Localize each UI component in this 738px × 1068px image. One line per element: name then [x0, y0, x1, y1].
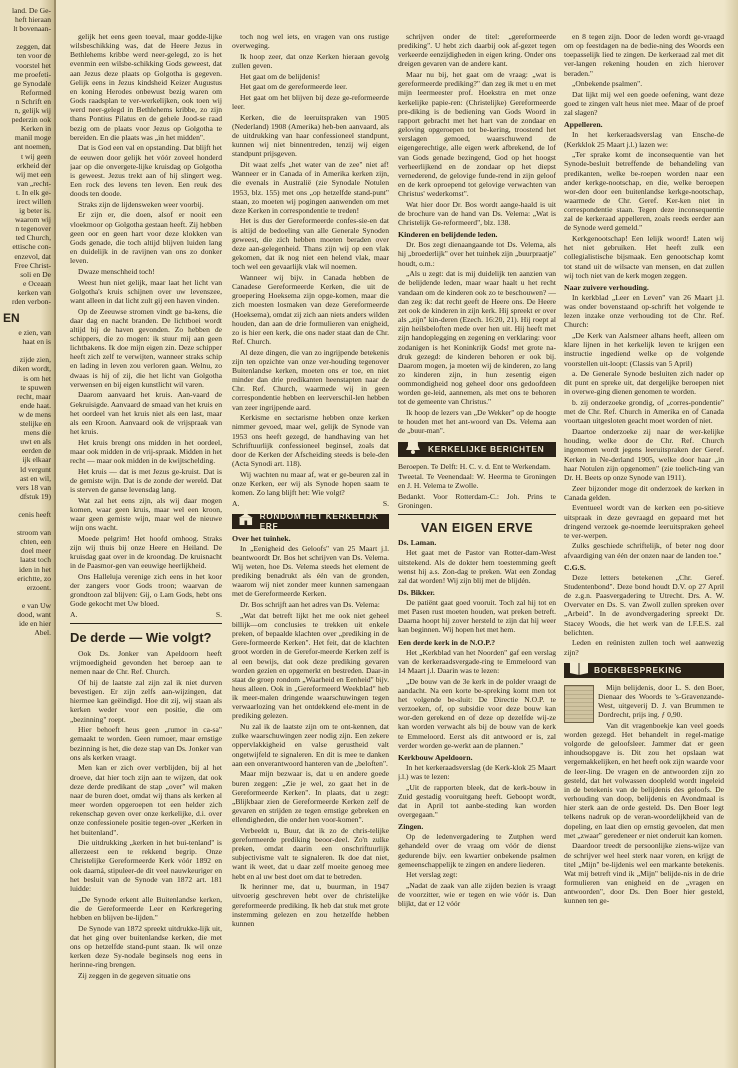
paragraph: Weest hun niet gelijk, maar laat het licht van Golgotha's kruis schijnen over uw levenszee, want alleen in dat licht zult gij een haven vinden. [70, 277, 222, 305]
paragraph: Dat is God een val en opstanding. Dat blijft het de eeuwen door gelijk het vóór zoveel honderd jaar op die onvergete-lijke kruisdag op Golgotha is geweest. Jezus trekt aan of hij slingert weg. Een rock des levens ten leven. Een reuk des doods ten doode. [70, 143, 222, 199]
paragraph: Op de ledenvergadering te Zutphen werd gehandeld over de vraag om vóór de dienst gedurende bijv. een kwartier onbekende psalmen gemeenschappelijk te zingen en andere liederen. [398, 832, 556, 869]
text-block [398, 648, 556, 750]
subheading: Kerkbouw Apeldoorn. [398, 752, 473, 762]
banner-label: KERKELIJKE BERICHTEN [428, 444, 545, 455]
gutter-line: ijk elkaar [22, 455, 51, 465]
subheading: Appelleren. [564, 120, 603, 130]
paragraph: Zeer bijzonder moge dit onderzoek de kerken in Canada gelden. [564, 483, 724, 502]
gutter-line: manil moge [14, 133, 51, 143]
text-block [398, 548, 556, 585]
section-title-eigen-erve: VAN EIGEN ERVE [420, 521, 534, 536]
gutter-line: zeggen, dat [16, 42, 51, 52]
paragraph: „Als u zegt: dat is mij duidelijk ten aanzien van de belijdende leden, maar waar haalt u het recht vandaan om de kinderen ook zo te beschouwen? — dan zeg ik: dat recht geeft de Heere ons. De Heere zet ook de kinderen in zijn kerk. Hij spreekt er over als „zijn" kin-deren (Ezech. 16:20, 21). Hij roept al zijn heilsbeloften mede over hen uit. Hij heeft met zijn handoplegging en zegening en verklaring: voor zodanigen is het Koninkrijk Gods! met grote na-druk gezegd: de kinderen behoren er ook bij. Daarom mogen, ja moeten wij de kinderen, zo lang zo kinderen zijn, in hun zesentig eigen oommondigheid nog geheel door ons gedoofdeen worden ge-leid, aannemen, als met ons te behoren tot de gemeente van Christus." [398, 269, 556, 407]
gutter-line: ig beter is. [19, 206, 51, 216]
paragraph: Het verslag zegt: [406, 870, 458, 880]
paragraph: Verbeeldt u, Buur, dat ik zo de chris-telijke gereformeerde prediking beoor-deel. Zo'n zulke preken, omdat daarin een onschriftuurlijk subjectivisme valt te signaleren. Ik doe dat niet, want ik weet, dat u daar zelf moeite genoeg mee hebt en al uw best doet om dat te betreden. [232, 825, 389, 881]
gutter-line: doel meer [20, 546, 51, 556]
paragraph: „Wat dat betreft lijkt het me ook niet geheel billijk—om conclusies te trekken uit enkele preken, of bepaalde klachten over „prediking in de Gere-formeerde Kerken". Het feit, dat de klachten groot worden in de Gerefor-meerde Kerken zelf is al een bewijs, dat ook deze prediking gevaren worden gezien en opgemerkt en bestreden. Daar-in staat de groep rondom „Waarheid en Eenheid" bijv. heus alleen. Ook in „Gereformeerd Weekblad" heb ik meer-malen dringende waarschuwingen tegen verwaarlozing van het ontdekkend ele-ment in de prediking gelezen. [232, 610, 389, 721]
gutter-line: n tegenover [15, 224, 51, 234]
gutter-line [0, 346, 54, 355]
column-3 [398, 32, 556, 1054]
book-cover-image [564, 685, 594, 723]
paragraph: Het gaat om het blijven bij deze ge-reformeerde leer. [232, 92, 389, 112]
paragraph: Daardoor treedt de persoonlijke ziens-wijze van de schrijver wel heel sterk naar voren, en krijgt de titel „Mijn" be-lijdenis wel een markante betekenis. Wat mij betreft vind ik „Mijn" belijde-nis in de drie formulieren van enigheid en de „vragen en antwoorden", door Ds. Den Boer hier gesteld, kunnen ten ge- [564, 841, 724, 906]
gutter-line: voorstel het [15, 60, 51, 70]
paragraph: Het „Kerkblad van het Noorden" gaf een verslag van de kerkeraadsvergade-ring te Emmeloord van 14 Maart j.l. Daarin was te lezen: [398, 647, 556, 675]
gutter-line: van „recht- [17, 178, 51, 188]
paragraph: Men kan er zich over verblijden, bij al het droeve, dat hier toch zijn aan te wijzen, dat ook deze derde predikant de stap „over" wil maken naar de buren doet, omdat wij thans als kerken al meer worden opgeroepen tot een helder zich rekenschap geven over onze kerkelijke, d.i. over onze confessionele positie tegen-over „Kerken in het buitenland". [70, 763, 222, 837]
paragraph: Mijn belijdenis, door L. S. den Boer, Dienaar des Woords te 's-Gravenzande-West, uitgeverij D. J. van Brummen te Dordrecht, prijs ing. ƒ 0,90. [598, 682, 724, 720]
paragraph: Ons Halleluja verenige zich eens in het koor der zangers voor Gods troon; waarvan de grondtoon zal blijven: Gij, o Lam Gods, hebt ons Gode gekocht met Uw bloed. [70, 571, 222, 609]
gutter-heading: EN [3, 311, 20, 326]
paragraph: „De Synode erkent alle Buitenlandse kerken, die de Gereformeerde Leer en Kerkregering hebben en blijven be-lijden." [70, 894, 222, 922]
paragraph: Beroepen. Te Delft: H. C. v. d. Ent te Werkendam. [398, 461, 551, 471]
signature-left: A. [70, 610, 78, 620]
gutter-line: te spuwen [20, 382, 51, 392]
paragraph: Maar nu bij, het gaat om de vraag: „wat is gereformeerde prediking?" dan zeg ik met u en met mijn leermeester prof. Hoekstra en met onze kerkelijke papie-ren: (Christelijke) Gereformeerde pre-diking is de bediening van Gods Woord in rapport gebracht met het hart van de zondaar en geloving opgeroepen tot be-kering, troostend het verslagen gemoed, waarschuwend de eigengerechtige, alle eigen werk afbrekend, de lof van Gods genade bezingend, God op het hoogst verheerlijkend en de zondaar op het diepst vernederend, de gelovige funde-rend in zijn geloof en de kerk oproepend tot gelovige verwachten van Christus' wederkomst". [398, 70, 556, 199]
gutter-line: heft hieraan [14, 15, 51, 25]
paragraph: Nu zal ik de laatste zijn om te ont-kennen, dat zulke waarschuwingen zeer nodig zijn. Een zekere oppervlakkigheid en valse gerustheid valt ongetwijfeld te signaleren. En dit is mee te danken aan een onverantwoord hanteren van de „beloften". [232, 722, 389, 768]
gutter-line: zijde zien, [19, 355, 51, 365]
text-block [398, 598, 556, 635]
gutter-text-top [0, 6, 54, 306]
banner-label: BOEKBESPREKING [594, 665, 682, 676]
gutter-line: chten, een [20, 537, 51, 547]
gutter-line: ten voor de [16, 51, 51, 61]
gutter-line: haat en is [22, 337, 51, 347]
subheading: Zingen. [398, 822, 424, 832]
paragraph: Ik herinner me, dat u, buurman, in 1947 uitvoerig geschreven hebt over de christelijke gereformeerde prediking. Ik heb dat stuk met grote instemming gelezen en zou hetzelfde hebben kunnen [232, 882, 389, 928]
subheading: Kinderen en belijdende leden. [398, 230, 498, 240]
article-continuation [398, 32, 556, 227]
paragraph: gelijk het eens geen toeval, maar godde-lijke wilsbeschikking was, dat de Heere Jezus in Bethlehems kribbe werd neer-gelegd, zo is het evenmin een wilsbe-schikking Gods geweest, dat aan Jezus deze plaats op Golgotha is gegeven. Gelijk eens in Jezus kindsheid Keizer Augustus en koning Herodes onbewust bezig waren om Gods raadsplan te ver-werkelijken, ook toen wij werd neer-gelegd in Bethlehems kribbe, zo zijn thans Pontius Pilatus en de gehele Jood-se raad bezig om de plaats voor Jezus op Golgotha te bereiden. En die plaats was „in het midden". [70, 32, 222, 142]
gutter-line [0, 592, 54, 601]
banner-label: RONDOM HET KERKELIJK ERF [259, 511, 379, 532]
section-banner-kerkelijk-erf [232, 511, 389, 532]
text-block [564, 130, 724, 280]
paragraph: Of hij de laatste zal zijn zal ik niet durven bevestigen. Er zijn zelfs aan-wijzingen, dat hiermee kan geëindigd. Hoe dit zij, wij staan als kerken weder voor een positie, die om „bezinning" roept. [70, 678, 222, 724]
gutter-line: stelijke en [20, 419, 51, 429]
paragraph: De patiënt gaat goed vooruit. Toch zal hij tot en met Pasen rust moeten houden, wat preken betreft. Daarna hoopt hij zover hersteld te zijn dat hij weer kan beginnen. Wij hopen het met hem. [398, 597, 556, 635]
gutter-line: soli en De [20, 269, 51, 279]
gutter-line: e Oceaan [22, 278, 51, 288]
section-banner-boekbespreking [564, 663, 724, 678]
gutter-line: stroom van [17, 528, 51, 538]
paragraph: „Uit de rapporten bleek, dat de kerk-bouw in Zuid gestadig vooruitgang heeft. Geboopt wordt, dat in April tot aanbe-steding kan worden overgegaan." [398, 782, 556, 820]
bell-icon [402, 434, 424, 456]
paragraph: Het gaat om de belijdenis! [240, 71, 321, 81]
gutter-line: e van Uw [21, 600, 51, 610]
paragraph: toch nog wel iets, en vragen van ons rustige overweging. [232, 32, 389, 51]
paragraph: Het kruis — dat is met Jezus ge-kruist. Dat is de gemiste wijn. Dat is de zonde der wereld. Dat is sterven de ganse levensdag lang. [70, 466, 222, 494]
article-title-de-derde: De derde — Wie volgt? [70, 630, 212, 646]
paragraph: Daartoe onderzoeke zij naar de wer-kelijke houding, welke door de Chr. Ref. Church ingenomen wordt jegens leeruitspraken der Geref. Kerken in Ne-derland 1905, welke door haar „in haar Notulen zijn opgenomen" (zie toelich-ting van Dr. H. Beets op onze Synode van 1911). [564, 427, 724, 482]
paragraph: Ik hoop de lezers van „De Wekker" op de hoogte te houden met het ant-woord van Ds. Velema aan de „buur-man". [398, 408, 556, 436]
paragraph: Ik hoop zeer, dat onze Kerken hieraan gevolg zullen geven. [232, 51, 389, 70]
gutter-line: Abel. [34, 628, 51, 638]
paragraph: Kerkgenootschap! Een lelijk woord! Laten wij het niet gebruiken. Het heeft zulk een collegialistische bijsmaak. Een genootschap komt tot stand uit de wilsacte van mensen, en dat zullen wij toch niet van de kerk mogen zeggen. [564, 234, 724, 280]
gutter-line: diken wordt, [12, 364, 51, 374]
paragraph: In kerkblad „Leer en Leven" van 26 Maart j.l. was onder bovenstaand op-schrift het volgende te lezen inzake onze verhouding tot de Chr. Ref. Church: [564, 292, 724, 330]
gutter-line [0, 519, 54, 528]
paragraph: Dr. Bos schrijft aan het adres van Ds. Velema: [240, 600, 380, 610]
paragraph: In het kerkeraadsverslag (de Kerk-klok 25 Maart j.l.) was te lezen: [398, 762, 556, 781]
paragraph: Dr. Bos zegt dienaangaande tot Ds. Velema, als hij „broederlijk" over het tuinhek zijn „buurpraatje" houdt, o.m.: [398, 240, 556, 268]
gutter-line [0, 501, 54, 510]
gutter-line: land. De Ge- [11, 6, 51, 15]
gutter-line: w de mens [18, 409, 51, 419]
signature [70, 610, 222, 619]
paragraph: Wanneer wij bijv. in Canada hebben de Canadese Gereformeerde Kerken, die uit de groepering Hoeksema zijn opge-komen, maar die zich moesten losmaken van deze Gereformeerde (Hoeksema), omdat zij zich aan niets anders wilden houden, dan aan de drie formulieren van enigheid, zo is hier een kerk, die ons nader staat dan de Chr. Ref. Church. [232, 272, 389, 346]
signature-right: S. [382, 498, 389, 508]
section-banner-berichten [398, 442, 556, 457]
paragraph: Die uitdrukking „kerken in het bui-tenland" is allerzeest een te rekkend begrip. Onze Christelijke Gereformeerde Kerk vóór 1892 en ook daarná, stipuleer-de dit veel nauwkeuriger en het besluit van de Synode van 1872 art. 181 luidde: [70, 838, 222, 893]
gutter-line: rden verbon- [11, 297, 51, 306]
gutter-line: wij met een [15, 169, 51, 179]
gutter-line: ast en wil, [19, 473, 51, 483]
paragraph: Kerkisme en sectarisme hebben onze kerken nimmer gevoed, maar wel, gelijk de Synode van 1953 ons heeft gezegd, de handhaving van het Schriftuurlijk confessioneel beginsel, zoals dat door de Kerken der Afscheiding steeds is bele-den (Acta Synodi art. 118). [232, 413, 389, 469]
book-icon [568, 655, 590, 677]
column-2 [232, 32, 389, 1054]
paragraph: Dit waat zelfs „het water van de zee" niet af! Wanneer er in Canada of in Amerika kerken zijn, die evenals in Australië (zie Synodale Notulen 1953, blz. 155) met ons „op hetzelfde stand-punt" staan, zo moeten wij pogingen aanwenden om met deze Kerken in correspondentie te treden! [232, 160, 389, 215]
paragraph: Zij zeggen in de gegeven situatie ons [78, 970, 191, 980]
subheading: Ds. Bikker. [398, 587, 435, 597]
gutter-line: ende haat. [20, 400, 51, 410]
gutter-line: n Schrift en [15, 96, 51, 106]
gutter-line: e zien, van [18, 328, 51, 338]
signature-left: A. [232, 498, 240, 508]
paragraph: Van dit vragenboekje kan veel goeds worden gezegd. Het behandelt in regel-matige volgorde de geloofsleer. Jammer dat er geen inhoudsopgave is. Dit zou het opslaan wat vergemakkelijken, en het heeft ook zijn waarde voor de leer-ling. De vragen en de antwoorden zijn zo gesteld, dat het volwassen doopleld wordt ingeleid in de betekenis van de belijdenis des geloofs. De verhouding van doop, belijdenis en Avondmaal is hier sterk aan de orde gesteld. Ds. Den Boer legt telkens nadruk op de veran-woordelijkheid van de dopeling, en laat dien op ernstig gevoelen, dat men met „zwaar" geredeneer er niet onderuit kan komen. [564, 720, 724, 840]
gutter-line: Free Christ- [14, 260, 51, 270]
paragraph: schrijven onder de titel: „gereformeerde prediking". U hebt zich daarbij ook af-gezet tegen verkeerde eenzijdigheden in eigen kring. Onder ons dreigen gevaren van de andere kant. [398, 32, 556, 69]
text-block [398, 832, 556, 908]
paragraph: Hier behoeft heus geen „rumor in ca-sa" gemaakt te worden. Geen rumoer, maar ernstige bezinning is het, die deze stap van Ds. Jonker van ons als kerken vraagt. [70, 725, 222, 762]
paragraph: „Onbekende psalmen". [572, 79, 643, 89]
subheading: Ds. Laman. [398, 538, 437, 548]
paragraph: Het is dus der Gereformeerde confes-sie-en dat is altijd de bedoeling van alle Generale Synoden geweest, die zich hebben moeten beraden over deze aan-gelegenheid. Thans zijn wij op een vlak gekomen, dat ik nog niet een helend vlak, maar toch wel een gevaarlijk vlak wil noemen. [232, 216, 389, 272]
paragraph: Het gaat om de gereformeerde leer. [240, 82, 348, 92]
divider [398, 514, 556, 515]
gutter-line: pederzin ook [11, 115, 51, 125]
column-1 [70, 32, 222, 1054]
gutter-line: me proefeti- [13, 69, 51, 79]
article-continuation [232, 32, 389, 497]
church-icon [236, 506, 256, 528]
text-block [398, 763, 556, 819]
paragraph: Het gaat met de Pastor van Rotter-dam-West uitstekend. Als de dokter hem toestemming geeft wenst hij a.s. Zon-dag te preken. Wat een Zondag zal dat worden! Wij zijn blij met de blijdén. [398, 548, 556, 585]
gutter-line: n, gelijk wij [14, 106, 51, 116]
paragraph: Eventueel wordt van de kerken een po-sitieve uitspraak in deze gevraagd en gepaard met het dringend verzoek ge-noemde leeruitspraken geheel te ver-werpen. [564, 503, 724, 540]
paragraph: Op de Zeeuwse stromen vindt ge ba-kens, die daar dag en nacht branden. De lichtboei wordt altijd bij de haven gevonden. Zo hebben de schippers, die zo mogen: ik stuur mij aan geen lichtbakens. Ik doe mijn eigen zin. Deze schipper heeft zich zelf te verwijten, wanneer straks schip en lading in leven zou verloren gaan. Welnu, zo dwaas is hij of zij, die het licht van Golgotha verwensen en bij eigen kunstlicht wil varen. [70, 306, 222, 389]
subheading: Een derde kerk in de N.O.P.? [398, 637, 496, 647]
paragraph: b. zij onderzoeke grondig, of „corres-pondentie" met de Chr. Ref. Church in Amerika en of Canada voortaan uitgesloten geacht moet worden of niet. [564, 398, 724, 426]
gutter-line: t. In elk ge- [15, 187, 51, 197]
text-block [564, 32, 724, 117]
gutter-line: dfstuk 19) [19, 491, 51, 501]
gutter-line: lt bovenaan- [13, 24, 51, 34]
paragraph: Wat hier door Dr. Bos wordt aange-haald is uit de brochure van de hand van Ds. Velema: „Wat is Christelijk Ge-reformeerd", blz. 138. [398, 199, 556, 228]
paragraph: Dat lijkt mij wel een goede oefening, want deze goed te zingen valt heus niet mee. Maar of de proef zal slagen? [564, 89, 724, 118]
paragraph: Kerken, die de leeruitspraken van 1905 (Nederland) 1908 (Amerika) heb-ben aanvaard, als de uitdrukking van haar confessioneel standpunt, kunnen wij niet binnentreden, tenzij wij eigen standpunt prijsgeven. [232, 112, 389, 159]
berichten-list [398, 462, 556, 511]
gutter-line: cenis heeft [18, 509, 51, 519]
gutter-text-bottom [0, 328, 54, 637]
article-de-derde-text [70, 649, 222, 980]
paragraph: „De bouw van de 3e kerk in de polder vraagt de aandacht. Na een korte be-spreking komt men tot het volgende be-sluit: De Directie N.O.P. te verzoeken, of, op subsidie voor deze bouw kan wor-den gerekend en of deze op dezelfde wij-ze kan worden verwacht als bij de bouw van de kerk te Emmeloord. Eerst als dit antwoord er is, zal verder worden ge-werkt aan de plannen." [398, 676, 556, 750]
gutter-line: mens die [23, 428, 51, 438]
left-page-edge [0, 0, 56, 1068]
gutter-line: erkheid der [16, 160, 51, 170]
subheading: Over het tuinhek. [232, 533, 291, 543]
paragraph: Het kruis brengt ons midden in het oordeel, maar ook midden in de vrij-spraak. Midden in het recht — maar ook midden in de kwijtschelding. [70, 437, 222, 466]
article-kinderen-text [398, 240, 556, 435]
gutter-line: ted Church, [15, 233, 51, 243]
paragraph: Wij wachten nu maar af, wat er ge-beuren zal in onze Kerken, eer wij als Synode hopen saam te komen. Zo lang blijft het: Wie volgt? [232, 469, 389, 497]
paragraph: Al deze dingen, die van zo ingrijpende betekenis zijn ten opzichte van onze ver-houding tegenover Buitenlandse kerken, moeten ons er toe, en niet minder dan drie predikanten heenstapten naar de Chr. Ref. Church, waarmede wij in geen correspondentie hebben en leerverschil-len hebben van zeer ingrijpende aard. [232, 347, 389, 412]
gutter-line: ld vergunt [20, 464, 51, 474]
gutter-line: ettische con- [12, 242, 51, 252]
paragraph: Deze letters betekenen „Chr. Geref. Studentenbond". Deze bond houdt D.V. op 27 April de z.g.n. Paasvergadering te Utrecht. Drs. A. W. Overvater en Ds. S. van Zwoll zullen spreken over „Arbeid". In de avondvergadering spreekt Dr. Stacey Woods, die het werk van de I.F.E.S. zal belichten. [564, 572, 724, 637]
gutter-line: enzevol, dat [14, 251, 51, 261]
paragraph: In het kerkeraadsverslag van Ensche-de (Kerkklok 25 Maart j.l.) lazen we: [564, 130, 724, 149]
paragraph: Daarom aanvaard het kruis. Aan-vaard de Gekruisigde. Aanvaard de smaad van het kruis en het oordeel van het kruis niet als een last, maar als een Kroon. Aanvaard ook de vrijspraak van het kruis. [70, 390, 222, 437]
gutter-line: ide en hier [18, 619, 51, 629]
column-4 [564, 32, 724, 1054]
gutter-line: erichtte, zo [17, 573, 51, 583]
gutter-line: vers 18 van [15, 482, 51, 492]
paragraph: Bedankt. Voor Rotterdam-C.: Joh. Prins te Groningen. [398, 492, 556, 511]
gutter-line: Kerken in [20, 124, 51, 134]
paragraph: „Ter sprake komt de inconsequentie van het Synode-besluit betreffende de behandeling van predikanten, welke be-roepen worden naar een ander kerkge-nootschap, en die, welke beroepen wor-den door een buitenlandse kerkge-nootschap, waarmede de Chr. Geref. Ker-ken niet in correspondentie staan. Tegen deze inconsequentie zal de kerkeraad appelleren, zoals reeds eerder aan de Synode werd gemeld." [564, 150, 724, 233]
gutter-line: t wij geen [21, 151, 51, 161]
gutter-line: ge Synodale [13, 78, 51, 88]
subheading: Naar zuivere verhouding. [564, 282, 649, 292]
gutter-line [0, 33, 54, 42]
paragraph: en 8 tegen zijn. Door de leden wordt ge-vraagd om op feestdagen na de bedie-ning des Woords een toepasselijk lied te zingen. De kerkeraad zal met dit ver-langen rekening houden en zich hierover beraden." [564, 32, 724, 78]
gutter-line: laatst toch [20, 555, 51, 565]
text-block [564, 573, 724, 657]
paragraph: Ook Ds. Jonker van Apeldoorn heeft vrijmoedigheid gevonden het beroep aan te nemen naar de Chr. Ref. Church. [70, 649, 222, 677]
paragraph: Moede pelgrim! Het hoofd omhoog. Straks zijn wij thuis bij onze Heere en Heiland. De kruisdag gaat over in de kroondag. De kruisnacht in de Paasmor-gen van eeuwige heerlijkheid. [70, 533, 222, 571]
signature-right: S. [215, 610, 222, 620]
gutter-line: uwt en als [20, 437, 51, 447]
paragraph: Dwaze menschheid toch! [78, 266, 155, 276]
paragraph: Zulks geschiede schriftelijk, of beter nog door afvaardiging van één der onzen naar de landen toe." [564, 541, 724, 560]
gutter-line: irect willen [16, 196, 51, 206]
gutter-line: is om het [23, 373, 51, 383]
paragraph: Straks zijn de lijdensweken weer voorbij. [78, 199, 204, 209]
subheading: C.G.S. [564, 562, 586, 572]
gutter-line: waarom wij [14, 215, 51, 225]
gutter-line: erzoent. [26, 582, 51, 592]
paragraph: „De Kerk van Aalsmeer alhans heeft, alleen om klare lijnen in het kerkelijk leven te krijgen een instructie ingediend welke op de volgende voorstellen uit-loopt: (Classis van 5 April) [564, 331, 724, 368]
paragraph: In „Eenigheid des Geloofs" van 25 Maart j.l. beantwoordt Dr. Bos het schrijven van Ds. Velema. Wij weten, hoe Ds. Velema steeds het element de prediking benadrukt als één van de gronden, waarom wij niet zonder meer kunnen samengaan met de Gereformeerde Kerken. [232, 543, 389, 599]
meditation-text [70, 32, 222, 609]
paragraph: „Nadat de zaak van alle zijden bezien is vraagt de voorzitter, wie er tegen en wie vóór is. Dan blijkt, dat er 12 vóór [398, 881, 556, 909]
article-tuinhek-text [232, 544, 389, 928]
gutter-line: eerden de [21, 446, 51, 456]
right-page-edge [724, 0, 738, 1068]
paragraph: a. De Generale Synode besluiten zich nader op dit punt en spreke uit, dat dergelijke beroepen niet in overwe-ging dienen genomen te worden. [564, 369, 724, 397]
gutter-line: iden in het [18, 564, 51, 574]
paragraph: Maar mijn bezwaar is, dat u en andere goede buren zeggen: „Zie je wel, zo gaat het in de Gereformeerde Kerken". In plaats, dat u zegt: „Blijkbaar zien de Gereformeerde Kerken zelf de gevaren en strijden ze tegen ernstige gebreken en ellendigheden, die onder hen voor-komen". [232, 769, 389, 825]
paragraph: De Synode van 1872 spreekt uitdrukke-lijk uit, dat het ging over buitenlandse kerken, die met ons op hetzelfde stand-punt staan. Ik wil onze kerken deze Sy-nodale beginsels nog eens in herinne-ring brengen. [70, 923, 222, 970]
text-block [564, 293, 724, 560]
paragraph: Er zijn er, die doen, alsof er nooit een vloekmoor op Golgotha gestaan heeft. Zij hebben geen oor en geen hart voor deze klokken van Gods genade, die toch altijd blijven luiden lang en duidelijk in de ravijnen van ons zo donker leven. [70, 210, 222, 266]
gutter-line: recht, maar [16, 391, 51, 401]
gutter-line: ant noemen, [13, 142, 51, 152]
paragraph: Wat zal het eens zijn, als wij daar mogen komen, waar geen kruis, maar wel een kroon, waar geen gemiste wijn, maar wel de nieuwe wijn ons wacht. [70, 495, 222, 533]
gutter-line: kerken van [17, 287, 51, 297]
divider [70, 623, 222, 624]
gutter-line: Reformed [20, 87, 51, 97]
paragraph: Leden en reünisten zullen toch wel aanwezig zijn? [564, 638, 724, 657]
paragraph: Tweetal. Te Veenendaal: W. Heerma te Groningen en J. H. Velema te Zwolle. [398, 472, 556, 491]
gutter-line: dood, want [17, 610, 51, 619]
